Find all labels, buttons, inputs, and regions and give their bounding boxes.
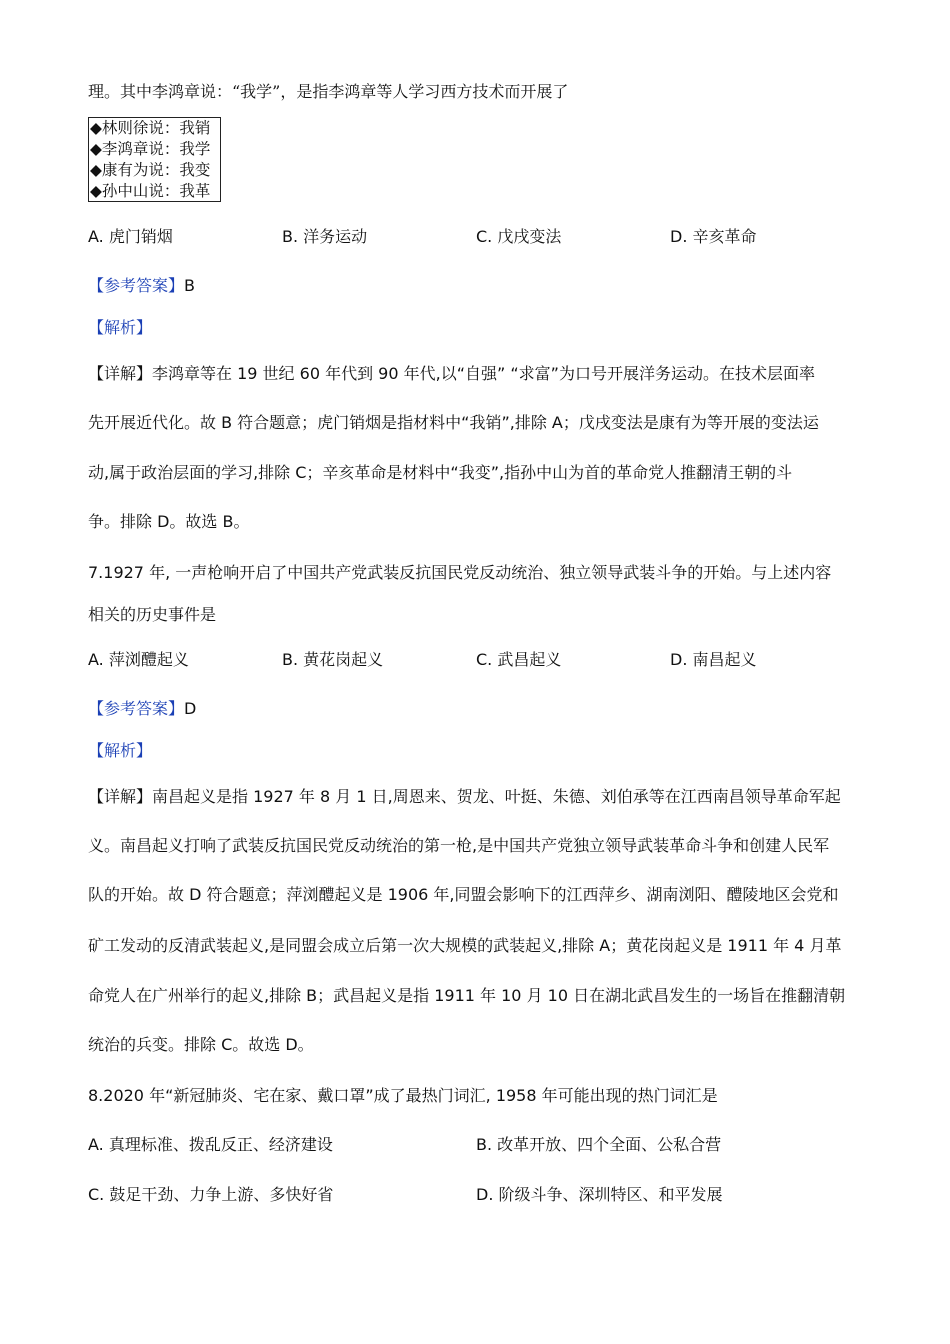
quote-line: ◆孙中山说：我革 [90,182,211,200]
q6-option-a: A. 虎门销烟 [88,227,173,246]
q7-option-b: B. 黄花岗起义 [282,650,384,669]
detail-label: 【详解】 [88,364,153,383]
q6-analysis-label: 【解析】 [88,318,153,337]
answer-label: 【参考答案】 [88,276,185,295]
q8-stem: 8.2020 年“新冠肺炎、宅在家、戴口罩”成了最热门词汇, 1958 年可能出现的热门词汇是 [88,1086,718,1105]
q6-option-d: D. 辛亥革命 [670,227,757,246]
q7-answer [88,699,196,719]
q6-detail-line [88,364,815,384]
detail-text: 李鸿章等在 19 世纪 60 年代到 90 年代,以“自强” “求富”为口号开展洋务运动。在技术层面率 [152,364,815,383]
q8-option-c: C. 鼓足干劲、力争上游、多快好省 [88,1185,334,1204]
q7-option-d: D. 南昌起义 [670,650,757,669]
q7-analysis-label: 【解析】 [88,741,153,760]
detail-text: 南昌起义是指 1927 年 8 月 1 日,周恩来、贺龙、叶挺、朱德、刘伯承等在江西南昌领导革命军起 [152,787,841,806]
q8-option-b: B. 改革开放、四个全面、公私合营 [476,1135,722,1154]
q7-option-c: C. 武昌起义 [476,650,562,669]
q7-stem-line: 相关的历史事件是 [88,605,217,624]
q7-option-a: A. 萍浏醴起义 [88,650,189,669]
q7-detail-line: 矿工发动的反清武装起义,是同盟会成立后第一次大规模的武装起义,排除 A；黄花岗起义是 1911 年 4 月革 [88,936,842,955]
q6-option-b: B. 洋务运动 [282,227,368,246]
q7-detail-line: 命党人在广州举行的起义,排除 B；武昌起义是指 1911 年 10 月 10 日在湖北武昌发生的一场旨在推翻清朝 [88,986,846,1005]
quote-line: ◆李鸿章说：我学 [90,140,211,158]
q6-detail-line: 争。排除 D。故选 B。 [88,512,250,531]
q6-option-c: C. 戊戌变法 [476,227,562,246]
quote-box [88,117,221,202]
q7-detail-line: 统治的兵变。排除 C。故选 D。 [88,1035,314,1054]
q8-option-a: A. 真理标准、拨乱反正、经济建设 [88,1135,333,1154]
q6-answer [88,276,195,296]
q7-detail-line: 义。南昌起义打响了武装反抗国民党反动统治的第一枪,是中国共产党独立领导武装革命斗争和创建人民军 [88,836,830,855]
answer-value: D [184,699,197,718]
q7-detail-line: 队的开始。故 D 符合题意；萍浏醴起义是 1906 年,同盟会影响下的江西萍乡、湖南浏阳、醴陵地区会党和 [88,885,839,904]
quote-line: ◆康有为说：我变 [90,161,211,179]
quote-line: ◆林则徐说：我销 [90,119,211,137]
answer-value: B [184,276,195,295]
q6-detail-line: 先开展近代化。故 B 符合题意；虎门销烟是指材料中“我销”,排除 A；戊戌变法是康有为等开展的变法运 [88,413,819,432]
q6-detail-line: 动,属于政治层面的学习,排除 C；辛亥革命是材料中“我变”,指孙中山为首的革命党人推翻清王朝的斗 [88,463,793,482]
q7-stem-line: 7.1927 年, 一声枪响开启了中国共产党武装反抗国民党反动统治、独立领导武装斗争的开始。与上述内容 [88,563,832,582]
q7-detail-line [88,787,841,807]
intro-line: 理。其中李鸿章说：“我学”，是指李鸿章等人学习西方技术而开展了 [88,82,569,101]
detail-label: 【详解】 [88,787,153,806]
answer-label: 【参考答案】 [88,699,185,718]
q8-option-d: D. 阶级斗争、深圳特区、和平发展 [476,1185,723,1204]
